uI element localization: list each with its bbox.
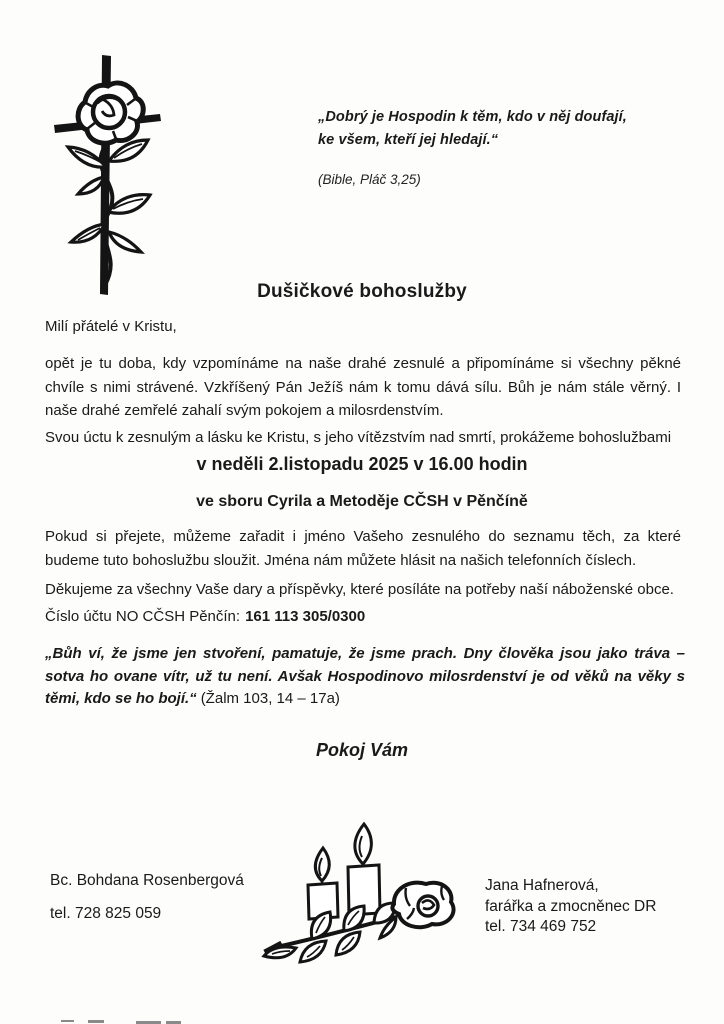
account-number: 161 113 305/0300 xyxy=(245,608,366,625)
candles-rose-icon xyxy=(260,818,478,968)
signature-right xyxy=(485,876,656,938)
header-quote xyxy=(318,106,663,152)
signature-right-role: farářka a zmocněnec DR xyxy=(485,897,657,915)
signature-right-phone: tel. 734 469 752 xyxy=(485,918,597,935)
service-datetime: v neděli 2.listopadu 2025 v 16.00 hodin xyxy=(196,454,528,474)
cross-rose-icon xyxy=(42,52,212,297)
scan-artifact xyxy=(61,1020,74,1022)
farewell-line: Pokoj Vám xyxy=(315,740,409,760)
signature-left-name: Bc. Bohdana Rosenbergová xyxy=(50,872,244,889)
psalm-source: (Žalm 103, 14 – 17a) xyxy=(200,690,340,707)
account-line xyxy=(45,608,365,625)
candles-rose-illustration xyxy=(260,818,478,968)
service-place: ve sboru Cyrila a Metoděje CČSH v Pěnčíně xyxy=(196,493,528,510)
psalm-text: „Bůh ví, že jsme jen stvoření, pamatuje, že jsme prach. Dny člověka jsou jako tráva – sotva ho ovane vítr, už tu není. Avšak Hospodinovo milosrdenství je od věků na věky s těmi, kdo se ho bojí.“ xyxy=(45,645,685,707)
header-quote-source: (Bible, Pláč 3,25) xyxy=(318,172,421,187)
psalm-quote xyxy=(45,643,685,711)
account-label: Číslo účtu NO CČSH Pěnčín: xyxy=(45,608,241,625)
names-paragraph: Pokud si přejete, můžeme zařadit i jméno Vašeho zesnulého do seznamu těch, za které budeme tuto bohoslužbu sloužit. Jména nám můžete hlásit na našich telefonních číslech. xyxy=(45,528,681,569)
tribute-line: Svou úctu k zesnulým a lásku ke Kristu, s jeho vítězstvím nad smrtí, prokážeme bohoslužbami xyxy=(45,429,672,446)
signature-right-name: Jana Hafnerová, xyxy=(485,877,599,894)
scan-artifact xyxy=(88,1020,104,1023)
thanks-line: Děkujeme za všechny Vaše dary a příspěvky, které posíláte na potřeby naší náboženské obce. xyxy=(45,581,674,598)
page-title: Dušičkové bohoslužby xyxy=(257,281,467,302)
intro-paragraph: opět je tu doba, kdy vzpomínáme na naše drahé zesnulé a připomínáme si všechny pěkné chvíle s nimi strávené. Vzkříšený Pán Ježíš nám k tomu dává sílu. Bůh je nám stále věrný. I naše drahé zemřelé zahalí svým pokojem a milosrdenstvím. xyxy=(45,355,681,419)
cross-rose-illustration xyxy=(42,52,212,297)
signature-left-phone: tel. 728 825 059 xyxy=(50,905,162,922)
header-quote-line1: „Dobrý je Hospodin k těm, kdo v něj doufají, xyxy=(318,109,627,125)
greeting-line: Milí přátelé v Kristu, xyxy=(45,318,177,335)
header-quote-line2: ke všem, kteří jej hledají.“ xyxy=(318,132,499,148)
